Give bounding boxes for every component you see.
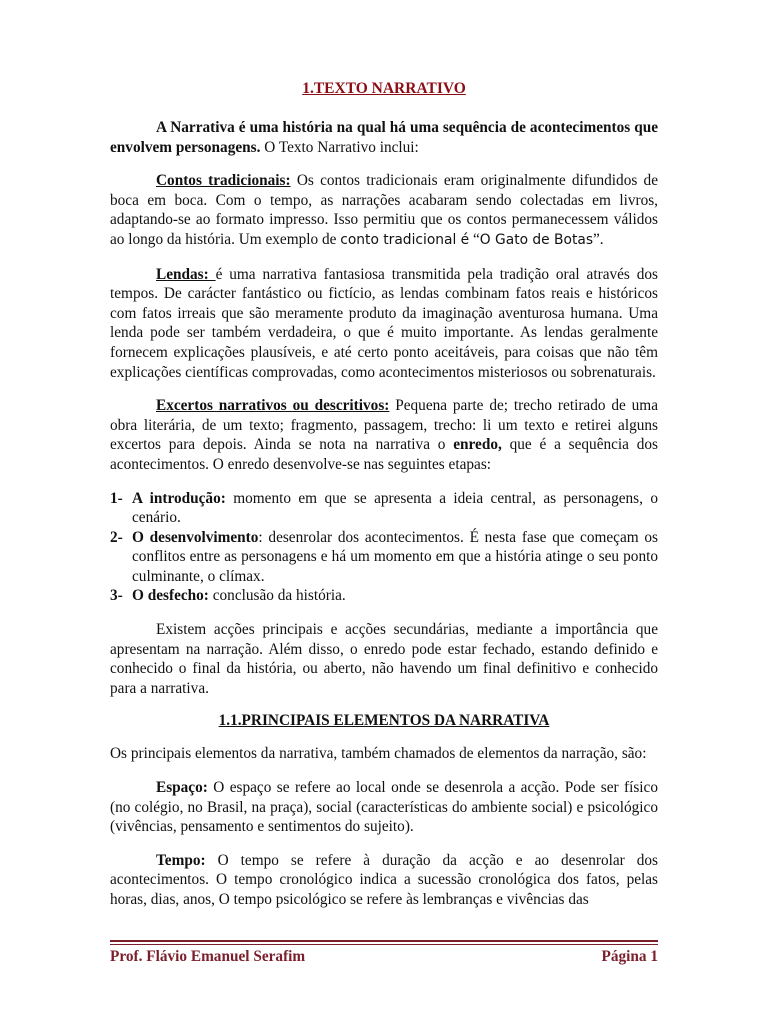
excertos-paragraph: [110, 396, 658, 474]
elementos-intro-paragraph: Os principais elementos da narrativa, também chamados de elementos da narração, são:: [110, 745, 647, 763]
step-label: O desfecho:: [132, 587, 209, 605]
excertos-label: Excertos narrativos ou descritivos:: [156, 397, 390, 415]
footer-divider-thick: [110, 940, 658, 942]
espaco-label: Espaço:: [156, 779, 208, 797]
document-page: [110, 80, 658, 924]
contos-quote-close: ”.: [593, 230, 604, 248]
footer-author: Prof. Flávio Emanuel Serafim: [110, 948, 306, 965]
intro-paragraph: [110, 118, 658, 157]
section-subtitle: 1.1.PRINCIPAIS ELEMENTOS DA NARRATIVA: [218, 712, 550, 730]
tempo-text: O tempo se refere à duração da acção e ao desenrolar dos acontecimentos. O tempo cronológico indica a sucessão cronológica dos fatos, pelas horas, dias, anos, O tempo psicológico se refere às lembranças e vivências das: [110, 851, 658, 908]
contos-quote-open: “: [469, 230, 480, 248]
excertos-text-1: Pequena parte de; trecho retirado de uma obra literária, de um texto; fragmento, passagem, trecho: li um texto e retirei alguns excertos para depois. Ainda se nota na narrativa o: [110, 397, 658, 454]
tempo-label: Tempo:: [156, 851, 206, 869]
list-item: [110, 528, 658, 587]
accoes-paragraph: Existem acções principais e acções secundárias, mediante a importância que apresentam na narração. Além disso, o enredo pode estar fechado, estando definido e conhecido o final da história, ou aberto, não havendo um final definitivo e conhecido para a narrativa.: [110, 621, 658, 697]
contos-label: Contos tradicionais:: [156, 172, 291, 190]
espaco-text: O espaço se refere ao local onde se desenrola a acção. Pode ser físico (no colégio, no Brasil, na praça), social (características do ambiente social) e psicológico (vivências, pensamento e sentimentos do sujeito).: [110, 779, 658, 836]
page-footer: [110, 948, 658, 966]
contos-sans-text: conto tradicional é: [340, 231, 470, 248]
excertos-bold: enredo,: [453, 436, 502, 454]
step-text: : desenrolar dos acontecimentos. É nesta fase que começam os conflitos entre as personagens e há um momento em que a história atinge o seu ponto culminante, o clímax.: [132, 528, 658, 585]
step-label: A introdução:: [132, 489, 226, 507]
list-item: [110, 586, 658, 606]
contos-example: O Gato de Botas: [479, 231, 594, 248]
step-number: 1-: [110, 489, 123, 507]
footer-divider-thin: [110, 944, 658, 945]
espaco-paragraph: [110, 778, 658, 837]
intro-rest: O Texto Narrativo inclui:: [260, 138, 419, 156]
contos-text: Os contos tradicionais eram originalmente difundidos de boca em boca. Com o tempo, as narrações acabaram sendo colectadas em livros, adaptando-se ao formato impresso. Isso permitiu que os contos permanecessem válidos ao longo da história. Um exemplo de: [110, 172, 658, 248]
footer-page-number: Página 1: [601, 948, 658, 965]
lendas-label: Lendas:: [156, 265, 216, 283]
list-item: [110, 489, 658, 528]
lendas-text: é uma narrativa fantasiosa transmitida pela tradição oral através dos tempos. De carácter fantástico ou fictício, as lendas combinam fatos reais e históricos com fatos irreais que são meramente produto da imaginação aventurosa humana. Uma lenda pode ser também verdadeira, o que é muito importante. As lendas geralmente fornecem explicações plausíveis, e até certo ponto aceitáveis, para coisas que não têm explicações científicas comprovadas, como acontecimentos misteriosos ou sobrenaturais.: [110, 265, 658, 381]
step-text: conclusão da história.: [208, 587, 346, 605]
tempo-paragraph: [110, 851, 658, 910]
lendas-paragraph: [110, 265, 658, 383]
step-text: momento em que se apresenta a ideia central, as personagens, o cenário.: [132, 489, 658, 527]
step-label: O desenvolvimento: [132, 528, 259, 546]
step-number: 2-: [110, 528, 123, 546]
document-title: 1.TEXTO NARRATIVO: [302, 80, 466, 97]
step-number: 3-: [110, 587, 123, 605]
intro-bold: A Narrativa é uma história na qual há uma sequência de acontecimentos que envolvem personagens.: [110, 119, 658, 156]
plot-steps-list: [110, 489, 658, 607]
contos-paragraph: [110, 171, 658, 250]
excertos-text-2: que é a sequência dos acontecimentos. O enredo desenvolve-se nas seguintes etapas:: [110, 436, 659, 473]
